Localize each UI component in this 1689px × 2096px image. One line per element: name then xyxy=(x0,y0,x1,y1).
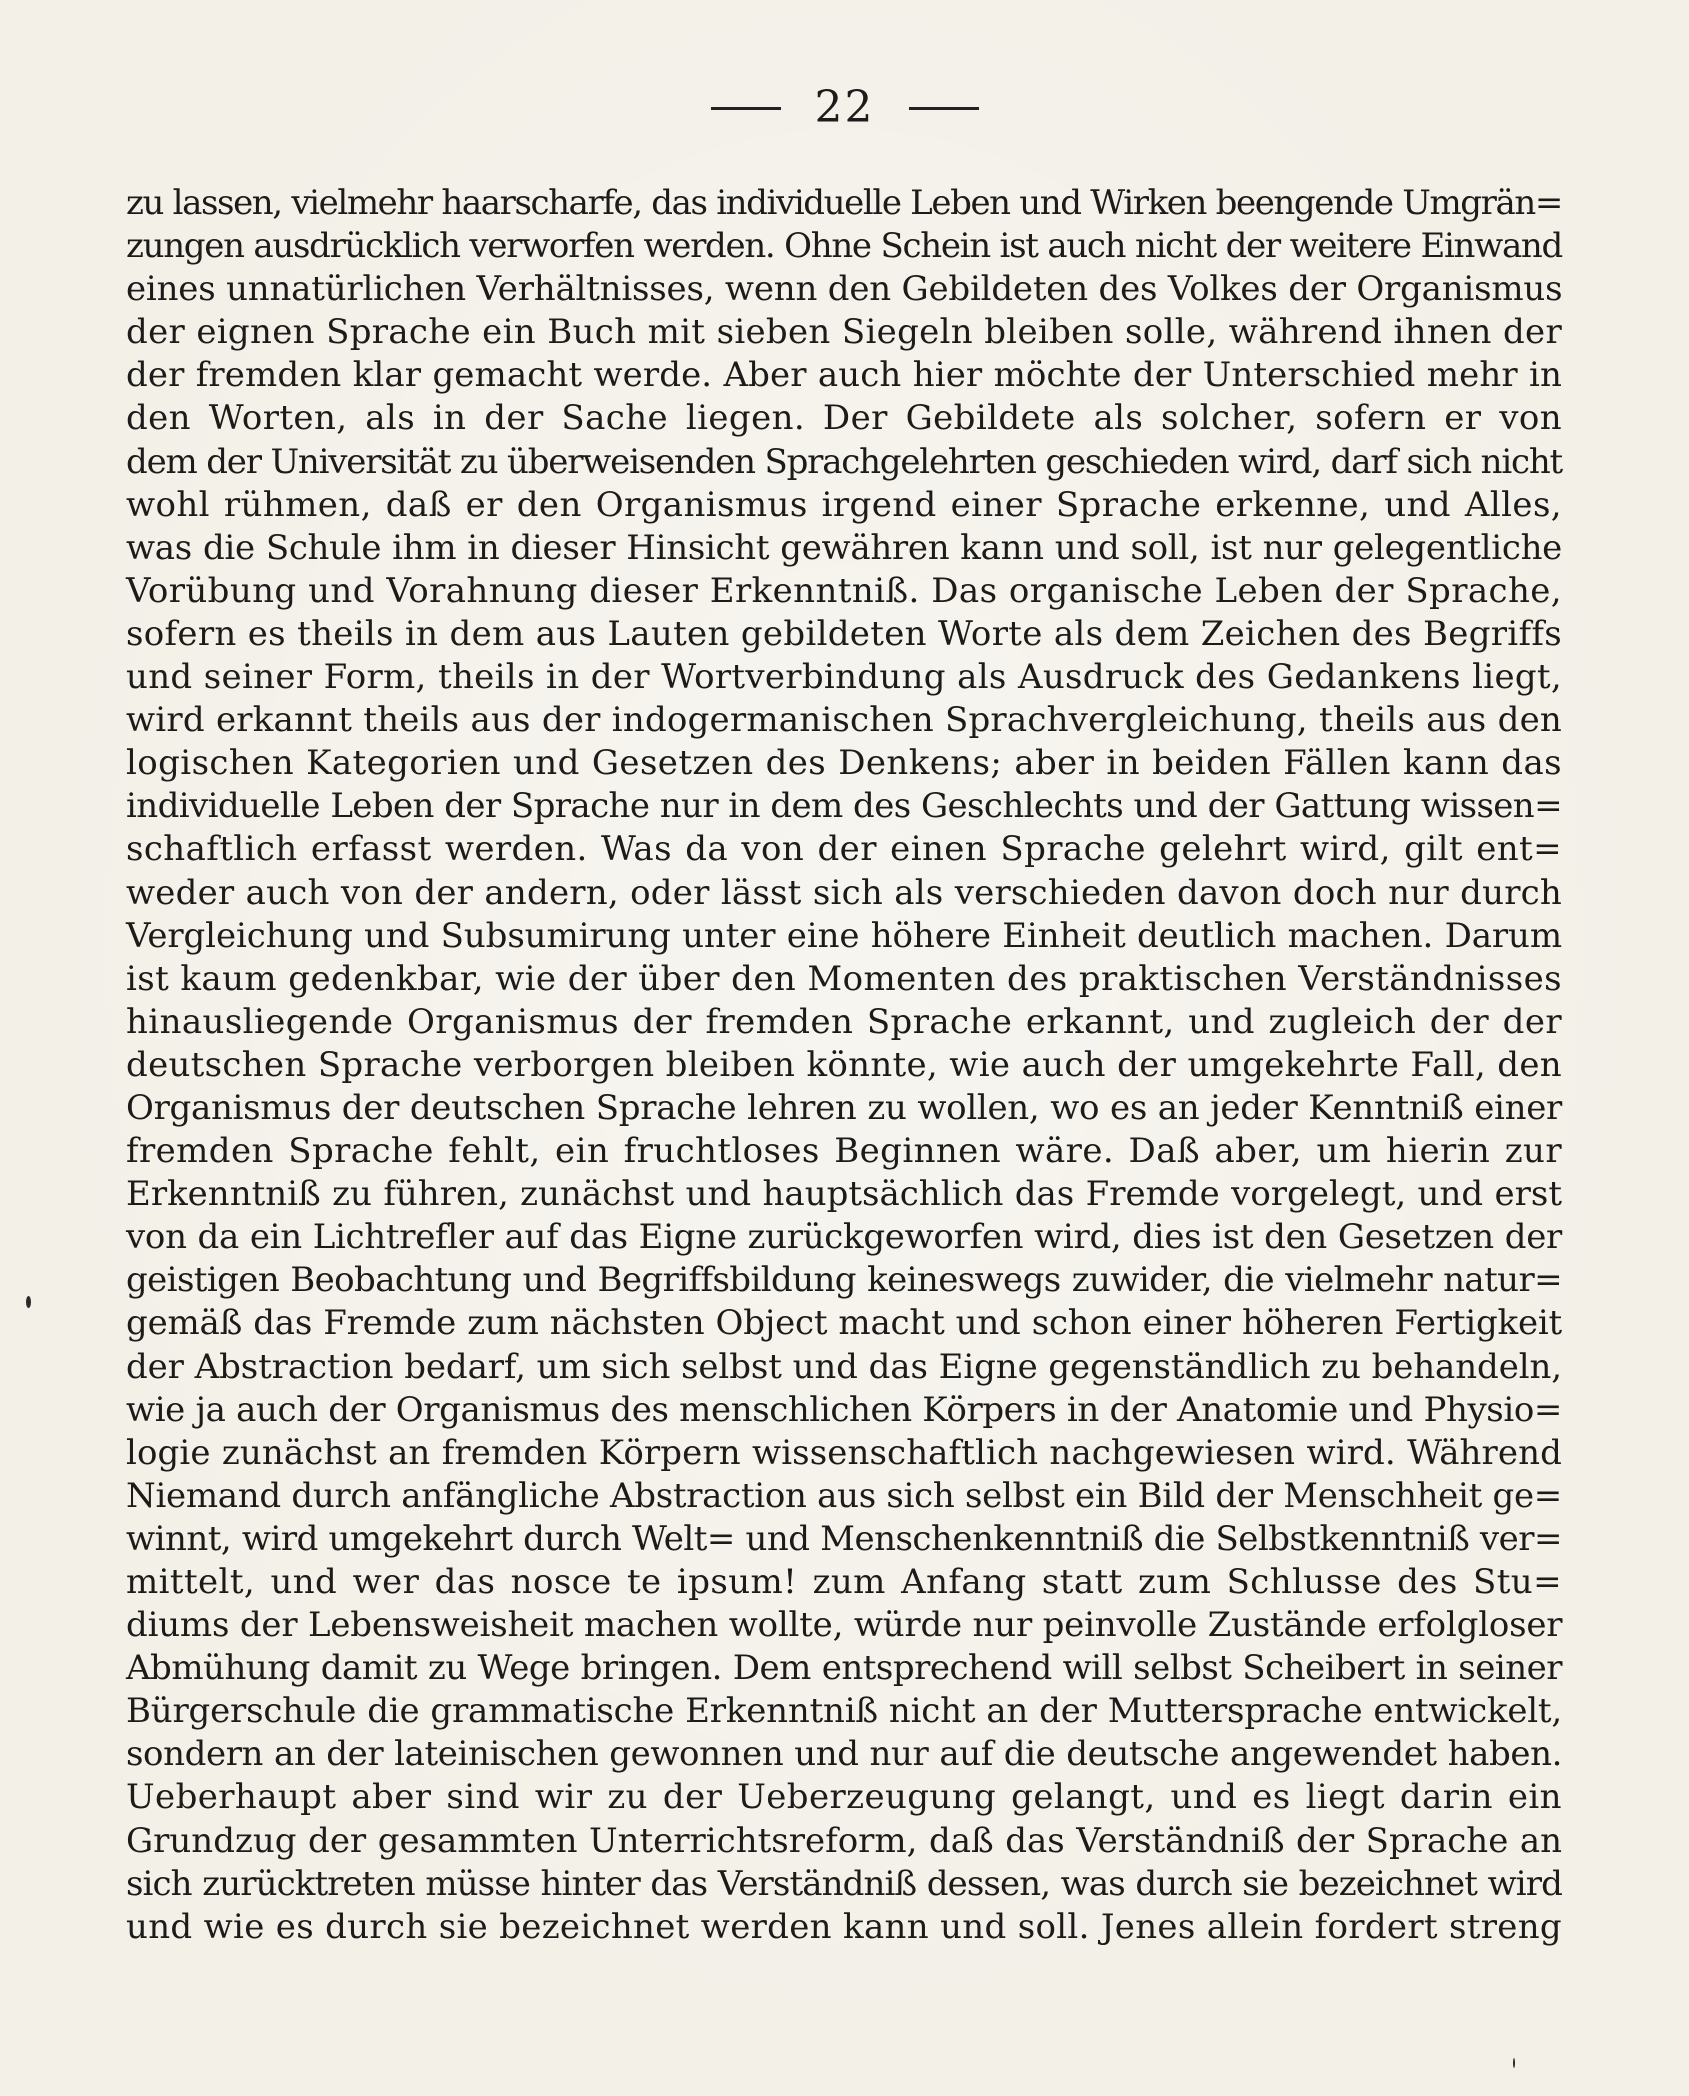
text-line: fremden Sprache fehlt, ein fruchtloses Beginnen wäre. Daß aber, um hierin zur xyxy=(126,1131,1562,1172)
text-line: diums der Lebensweisheit machen wollte, würde nur peinvolle Zustände erfolgloser xyxy=(126,1605,1563,1646)
text-line: wohl rühmen, daß er den Organismus irgend einer Sprache erkenne, und Alles, xyxy=(126,484,1562,525)
text-line: der fremden klar gemacht werde. Aber auch hier möchte der Unterschied mehr in xyxy=(126,355,1562,396)
text-line: geistigen Beobachtung und Begriffsbildung keineswegs zuwider, die vielmehr natur= xyxy=(126,1260,1562,1301)
text-line: Grundzug der gesammten Unterrichtsreform, daß das Verständniß der Sprache an xyxy=(126,1820,1562,1861)
text-line: sofern es theils in dem aus Lauten gebildeten Worte als dem Zeichen des Begriffs xyxy=(126,613,1562,654)
left-dash xyxy=(711,107,781,110)
scan-speck xyxy=(26,1296,31,1308)
text-line: Vergleichung und Subsumirung unter eine höhere Einheit deutlich machen. Darum xyxy=(126,915,1562,956)
text-line: gemäß das Fremde zum nächsten Object macht und schon einer höheren Fertigkeit xyxy=(126,1303,1562,1344)
scan-speck xyxy=(1513,2058,1515,2068)
text-line: von da ein Lichtrefler auf das Eigne zurückgeworfen wird, dies ist den Gesetzen der xyxy=(126,1217,1562,1258)
text-line: zungen ausdrücklich verworfen werden. Ohne Schein ist auch nicht der weitere Einwand xyxy=(126,226,1562,267)
text-line: schaftlich erfasst werden. Was da von der einen Sprache gelehrt wird, gilt ent= xyxy=(126,829,1562,870)
text-line: und wie es durch sie bezeichnet werden kann und soll. Jenes allein fordert streng xyxy=(126,1906,1562,1947)
text-line: ist kaum gedenkbar, wie der über den Momenten des praktischen Verständnisses xyxy=(126,958,1562,999)
text-line: Niemand durch anfängliche Abstraction aus sich selbst ein Bild der Menschheit ge= xyxy=(126,1475,1562,1516)
text-line: zu lassen, vielmehr haarscharfe, das individuelle Leben und Wirken beengende Umgrän= xyxy=(126,183,1562,223)
text-line: deutschen Sprache verborgen bleiben könnte, wie auch der umgekehrte Fall, den xyxy=(126,1044,1562,1085)
text-line: eines unnatürlichen Verhältnisses, wenn den Gebildeten des Volkes der Organismus xyxy=(126,269,1563,310)
text-line: logischen Kategorien und Gesetzen des Denkens; aber in beiden Fällen kann das xyxy=(126,743,1562,784)
text-line: Abmühung damit zu Wege bringen. Dem entsprechend will selbst Scheibert in seiner xyxy=(126,1648,1562,1689)
text-line: dem der Universität zu überweisenden Sprachgelehrten geschieden wird, darf sich nicht xyxy=(126,441,1562,482)
page-number: 22 xyxy=(814,82,875,133)
text-line: Organismus der deutschen Sprache lehren zu wollen, wo es an jeder Kenntniß einer xyxy=(126,1087,1562,1128)
text-line: Erkenntniß zu führen, zunächst und hauptsächlich das Fremde vorgelegt, und erst xyxy=(126,1174,1562,1215)
page-number-header xyxy=(0,82,1689,133)
text-line: mittelt, und wer das nosce te ipsum! zum Anfang statt zum Schlusse des Stu= xyxy=(126,1562,1562,1602)
text-line: den Worten, als in der Sache liegen. Der Gebildete als solcher, sofern er von xyxy=(126,398,1562,439)
text-line: sondern an der lateinischen gewonnen und nur auf die deutsche angewendet haben. xyxy=(126,1734,1562,1775)
text-line: individuelle Leben der Sprache nur in dem des Geschlechts und der Gattung wissen= xyxy=(126,786,1562,827)
text-line: der Abstraction bedarf, um sich selbst und das Eigne gegenständlich zu behandeln, xyxy=(126,1346,1562,1387)
text-line: weder auch von der andern, oder lässt sich als verschieden davon doch nur durch xyxy=(126,872,1562,913)
text-line: und seiner Form, theils in der Wortverbindung als Ausdruck des Gedankens liegt, xyxy=(126,657,1562,698)
text-line: wird erkannt theils aus der indogermanischen Sprachvergleichung, theils aus den xyxy=(126,700,1562,741)
text-line: Ueberhaupt aber sind wir zu der Ueberzeugung gelangt, und es liegt darin ein xyxy=(126,1777,1562,1818)
body-text xyxy=(126,182,1562,1949)
text-line: Vorübung und Vorahnung dieser Erkenntniß. Das organische Leben der Sprache, xyxy=(126,570,1562,611)
text-line: logie zunächst an fremden Körpern wissenschaftlich nachgewiesen wird. Während xyxy=(126,1432,1562,1473)
text-line: der eignen Sprache ein Buch mit sieben Siegeln bleiben solle, während ihnen der xyxy=(126,312,1562,353)
text-line: winnt, wird umgekehrt durch Welt= und Menschenkenntniß die Selbstkenntniß ver= xyxy=(126,1518,1562,1559)
text-line: sich zurücktreten müsse hinter das Verständniß dessen, was durch sie bezeichnet wird xyxy=(126,1863,1562,1904)
text-line: hinausliegende Organismus der fremden Sprache erkannt, und zugleich der der xyxy=(126,1001,1562,1042)
text-line: wie ja auch der Organismus des menschlichen Körpers in der Anatomie und Physio= xyxy=(126,1389,1562,1430)
text-line: was die Schule ihm in dieser Hinsicht gewähren kann und soll, ist nur gelegentliche xyxy=(126,527,1562,568)
text-line: Bürgerschule die grammatische Erkenntniß nicht an der Muttersprache entwickelt, xyxy=(126,1691,1562,1732)
right-dash xyxy=(909,107,979,110)
